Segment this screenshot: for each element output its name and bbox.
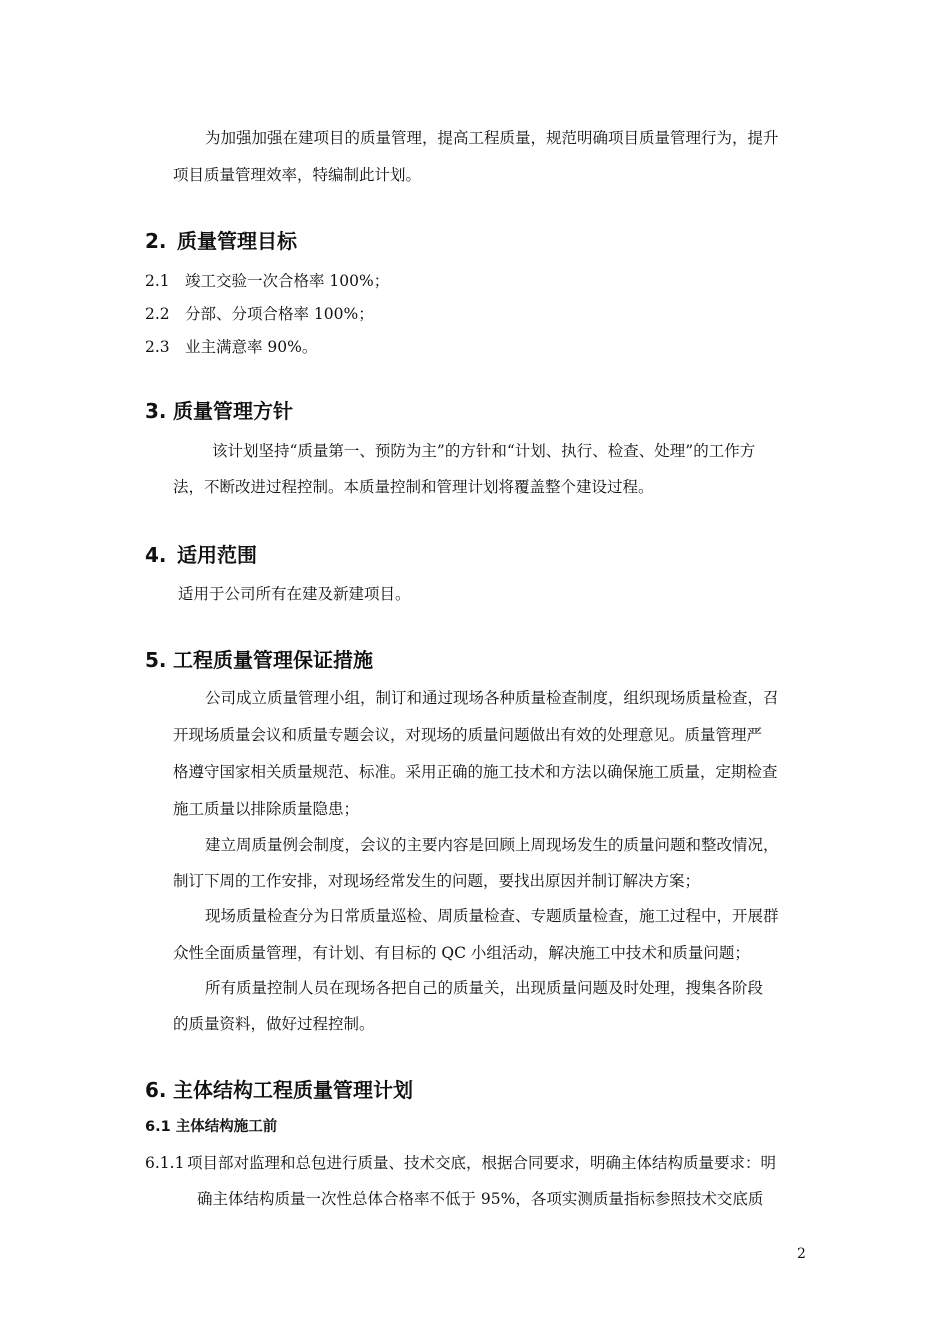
list-item <box>145 303 374 325</box>
item-number: 2.1 <box>145 272 170 290</box>
section-5-heading <box>145 646 373 674</box>
item-text: 分部、分项合格率 100%； <box>185 305 374 323</box>
section-5-line: 制订下周的工作安排，对现场经常发生的问题，要找出原因并制订解决方案； <box>173 872 701 890</box>
item-number: 2.3 <box>145 338 170 356</box>
section-3-heading <box>145 397 293 425</box>
section-6-number: 6. <box>145 1078 167 1102</box>
section-5-line: 建立周质量例会制度，会议的主要内容是回顾上周现场发生的质量问题和整改情况， <box>205 836 779 854</box>
intro-line-1: 为加强加强在建项目的质量管理，提高工程质量，规范明确项目质量管理行为，提升 <box>205 129 779 147</box>
section-5-line: 开现场质量会议和质量专题会议，对现场的质量问题做出有效的处理意见。质量管理严 <box>173 726 763 744</box>
section-5-line: 格遵守国家相关质量规范、标准。采用正确的施工技术和方法以确保施工质量，定期检查 <box>173 763 778 781</box>
item-number: 6.1.1 <box>145 1154 185 1172</box>
section-3-title: 质量管理方针 <box>173 399 293 423</box>
item-number: 2.2 <box>145 305 170 323</box>
section-3-line-1: 该计划坚持“质量第一、预防为主”的方针和“计划、执行、检查、处理”的工作方 <box>212 442 756 460</box>
section-5-line: 众性全面质量管理，有计划、有目标的 QC 小组活动，解决施工中技术和质量问题； <box>173 944 750 962</box>
item-6-1-1-line-1 <box>145 1152 776 1174</box>
item-6-1-1-line-2: 确主体结构质量一次性总体合格率不低于 95%，各项实测质量指标参照技术交底质 <box>197 1190 764 1208</box>
section-4-number: 4. <box>145 543 167 567</box>
section-5-line: 所有质量控制人员在现场各把自己的质量关，出现质量问题及时处理，搜集各阶段 <box>205 979 764 997</box>
section-2-number: 2. <box>145 229 167 253</box>
section-4-title: 适用范围 <box>177 543 257 567</box>
section-4-line-1: 适用于公司所有在建及新建项目。 <box>178 585 411 603</box>
section-6-title: 主体结构工程质量管理计划 <box>173 1078 413 1102</box>
subsection-6-1-heading: 6.1 主体结构施工前 <box>145 1119 278 1135</box>
section-5-line: 的质量资料，做好过程控制。 <box>173 1015 375 1033</box>
section-6-heading <box>145 1076 413 1104</box>
item-text: 项目部对监理和总包进行质量、技术交底，根据合同要求，明确主体结构质量要求：明 <box>187 1154 777 1172</box>
section-5-line: 公司成立质量管理小组，制订和通过现场各种质量检查制度，组织现场质量检查，召 <box>205 689 779 707</box>
intro-line-2: 项目质量管理效率，特编制此计划。 <box>173 166 422 184</box>
section-2-heading <box>145 227 297 255</box>
section-3-number: 3. <box>145 399 167 423</box>
item-text: 业主满意率 90%。 <box>185 338 318 356</box>
section-4-heading <box>145 541 257 569</box>
section-5-number: 5. <box>145 648 167 672</box>
section-5-line: 施工质量以排除质量隐患； <box>173 800 360 818</box>
section-5-title: 工程质量管理保证措施 <box>173 648 373 672</box>
section-3-line-2: 法，不断改进过程控制。本质量控制和管理计划将覆盖整个建设过程。 <box>173 478 654 496</box>
page-number: 2 <box>797 1246 806 1262</box>
list-item <box>145 270 389 292</box>
item-text: 竣工交验一次合格率 100%； <box>185 272 390 290</box>
list-item <box>145 336 317 358</box>
section-5-line: 现场质量检查分为日常质量巡检、周质量检查、专题质量检查，施工过程中，开展群 <box>205 907 779 925</box>
section-2-title: 质量管理目标 <box>177 229 297 253</box>
